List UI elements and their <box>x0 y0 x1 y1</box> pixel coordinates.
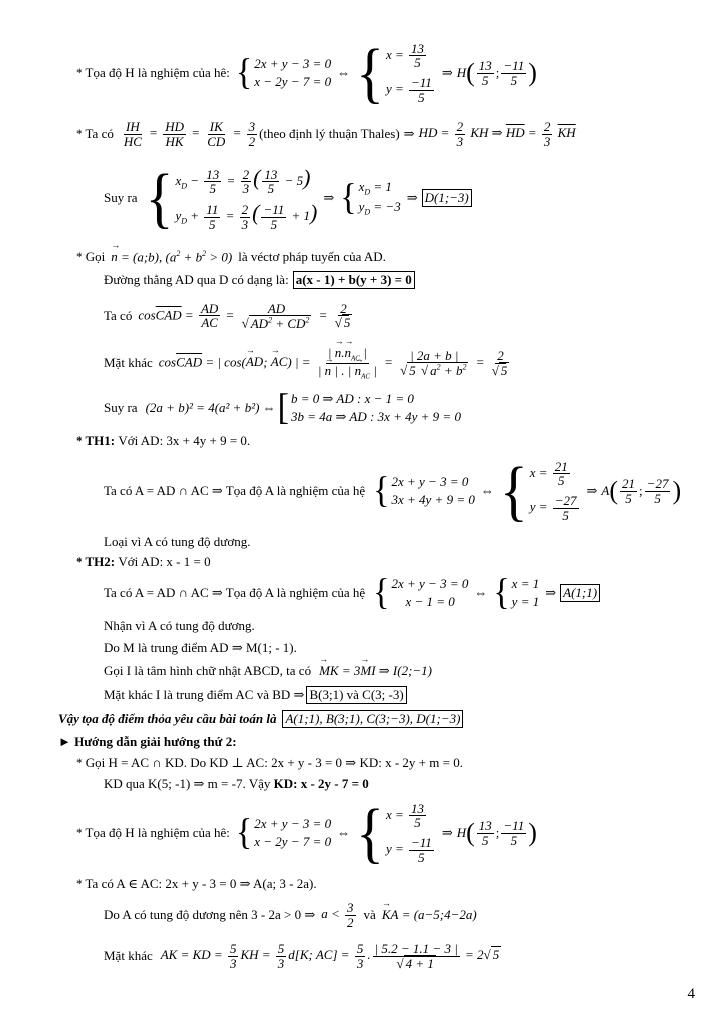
text: * Tọa độ H là nghiệm của hê: <box>76 65 230 80</box>
method-2-heading: ► Hướng dẫn giải hướng thứ 2: <box>58 734 237 749</box>
th2-system-line: Ta có A = AD ∩ AC ⇒ Tọa độ A là nghiệm của hệ { 2x + y − 3 = 0 x − 1 = 0 ⇔ { x = 1 y = 1 ⇒ A(1;1) <box>104 572 600 614</box>
a-condition-line: Do A có tung độ dương nên 3 - 2a > 0 ⇒ a < $\frac{3}{2}$ và → KA = (a−5;4−2a) <box>104 895 477 935</box>
kd-line: * Gọi H = AC ∩ KD. Do KD ⊥ AC: 2x + y - 3 = 0 ⇒ KD: x - 2y + m = 0. <box>76 755 463 770</box>
th1-system-line: Ta có A = AD ∩ AC ⇒ Tọa độ A là nghiệm của hệ { 2x + y − 3 = 0 3x + 4y + 9 = 0 ⇔ { x = $\frac{21}{5}$ y = $\frac{-27}{5}$ ⇒ A ( $\frac{21}{5}$ ; $\frac{-27}{5}$ ) <box>104 453 682 528</box>
ad-form-line: Đường thẳng AD qua D có dạng là: a(x - 1) + b(y + 3) = 0 <box>104 270 415 290</box>
accept-line: Nhận vì A có tung độ dương. <box>104 618 255 633</box>
page-number: 4 <box>687 986 695 1002</box>
m-midpoint-line: Do M là trung điểm AD ⇒ M(1; - 1). <box>104 640 297 655</box>
d-result-box: D(1;−3) <box>422 189 472 207</box>
i-center-line: Gọi I là tâm hình chữ nhật ABCD, ta có → MK = 3→ MI ⇒ I(2;−1) <box>104 660 432 682</box>
h-system-line-2: * Tọa độ H là nghiệm của hê: { 2x + y − 3 = 0 x − 2y − 7 = 0 ⇔ { x = $\frac{13}{5}$ y = $\frac{-11}{5}$ ⇒ H ( $\frac{13}{5}$ ; $\frac{-11}{5}$ ) <box>76 795 537 870</box>
h-system-line: * Tọa độ H là nghiệm của hê: { 2x + y − 3 = 0 x − 2y − 7 = 0 ⇔ { x = $\frac{13}{5}$ y = $\frac{-11}{5}$ ⇒ H ( $\frac{13}{5}$ ; $\frac{-11}{5}$ ) <box>76 35 537 110</box>
normal-vector-line: * Gọi → n = (a;b), $(a^2 + b^2 > 0)$ là véctơ pháp tuyến của AD. <box>76 246 386 268</box>
system-h: { 2x + y − 3 = 0 x − 2y − 7 = 0 <box>235 52 332 93</box>
reject-line: Loại vì A có tung độ dương. <box>104 534 251 549</box>
ak-line: Mặt khác AK = KD = $\frac{5}{3}$ KH = $\frac{5}{3}$ d[K; AC] = $\frac{5}{3}$ . $\frac{| 5.2 - 1.1 - 3 |}{√ 4 + 1}$ = 2√ 5 <box>104 940 500 971</box>
th2-line: * TH2: Với AD: x - 1 = 0 <box>76 554 211 569</box>
th1-line: * TH1: Với AD: 3x + 4y + 9 = 0. <box>76 433 251 448</box>
bc-line: Mặt khác I là trung điểm AC và BD ⇒ B(3;1) và C(3; -3) <box>104 684 407 706</box>
cos-vector-line: Mặt khác $\cos\overline{CAD}$ = | cos(→ AD; → AC) | = $\frac{| \to n.\to n_{AC} |}{| \to n | . | \to n_{AC} |}$ = $\frac{| 2a + b |}{√ 5 √ a^2 + b^2}$ = $\frac{2}{√ 5}$ <box>104 340 513 386</box>
kd-result-line: KD qua K(5; -1) ⇒ m = -7. Vậy KD: x - 2y - 7 = 0 <box>104 776 369 791</box>
cos-line: Ta có $\cos\overline{CAD}$ = $\frac{AD}{AC}$ = $\frac{AD}{√ AD^2 + CD^2}$ = $\frac{2}{√ 5}$ <box>104 300 351 331</box>
system-h-solution: { x = $\frac{13}{5}$ y = $\frac{-11}{5}$ <box>356 35 432 110</box>
a-on-ac-line: * Ta có A ∈ AC: 2x + y - 3 = 0 ⇒ A(a; 3 - 2a). <box>76 876 317 891</box>
cases-line: Suy ra (2a + b)² = 4(a² + b²) ⇔ [ b = 0 ⇒ AD : x − 1 = 0 3b = 4a ⇒ AD : 3x + 4y + 9 = 0 <box>104 387 461 428</box>
thales-line: * Ta có $\frac{IH}{HC}$ = $\frac{HD}{HK}$ = $\frac{IK}{CD}$ = $\frac{3}{2}$ (theo định lý thuận Thales) ⇒ HD = $\frac{2}{3}$ KH ⇒ $\overline{HD}$ = $\frac{2}{3}$ $\overline{KH}$ <box>76 118 576 149</box>
a-result-box: A(1;1) <box>560 584 600 602</box>
conclusion-line: Vậy tọa độ điểm thỏa yêu cầu bài toán là A(1;1), B(3;1), C(3;−3), D(1;−3) <box>58 708 463 730</box>
d-derivation-line: Suy ra { $x_D$ − $\frac{13}{5}$ = $\frac{2}{3}$ ( $\frac{13}{5}$ − 5) $y_D$ + $\frac{11}{5}$ = $\frac{2}{3}$ ( $\frac{-11}{5}$ + 1) ⇒ { $x_D = 1$ $y_D = -3$ ⇒ D(1;−3) <box>104 158 472 238</box>
